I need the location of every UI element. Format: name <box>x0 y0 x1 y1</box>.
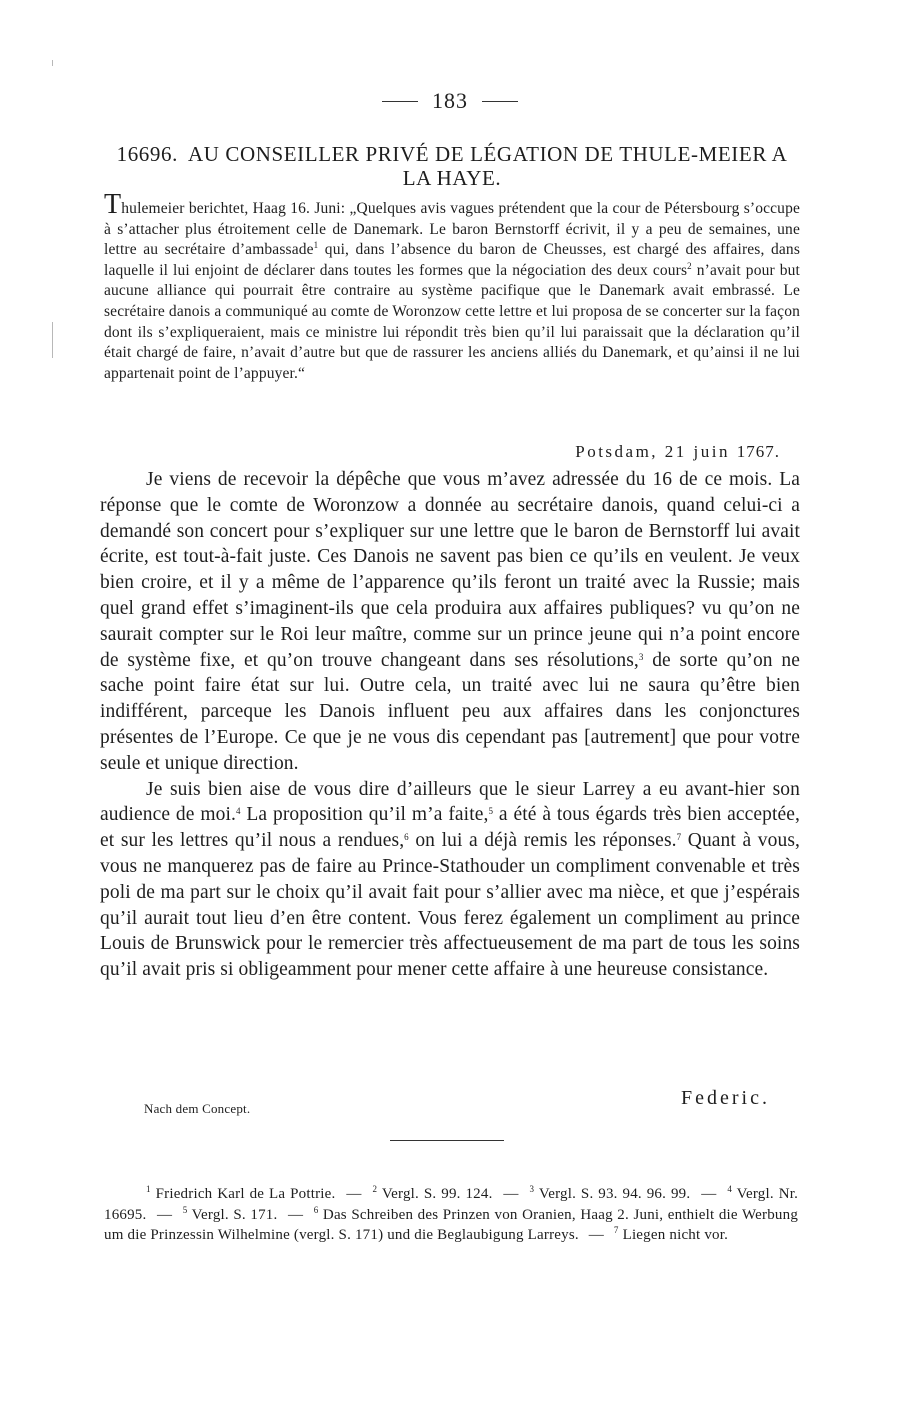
footnote-divider <box>390 1140 504 1141</box>
letter-title <box>104 142 800 190</box>
footnote-text: Vergl. Nr. 16695. <box>104 1186 799 1223</box>
report-summary <box>104 189 800 384</box>
footnote-text: Vergl. S. 171. <box>191 1206 278 1223</box>
footnote-ref: 1 <box>313 240 319 251</box>
header-dash-left <box>382 101 418 102</box>
footnote-ref: 6 <box>404 832 409 843</box>
footnote-text: Das Schreiben des Prinzen von Oranien, Haag 2. Juni, enthielt die Werbung um die Prinzessin Wilhelmine (vergl. S. 171) und die Beglaubigung Larreys. <box>104 1206 799 1243</box>
source-note: Nach dem Concept. <box>144 1101 251 1116</box>
summary-initial: T <box>104 189 122 220</box>
summary-text: hulemeier berichtet, Haag 16. Juni: „Quelques avis vagues prétendent que la cour de Pétersbourg s’occupe à s’attacher plus étroitement celle de Danemark. Le baron Bernstorff écrivit, il y a peu de semaines, une lettre au secrétaire d’ambassade <box>104 200 800 259</box>
letter-body <box>100 467 800 983</box>
letter-number: 16696. <box>116 142 178 166</box>
footnote-text: Vergl. S. 93. 94. 96. 99. <box>538 1186 691 1202</box>
paragraph-text: Je viens de recevoir la dépêche que vous m’avez adressée du 16 de ce mois. La réponse que le comte de Woronzow a donnée au secrétaire danois, quand celui-ci a demandé son concert pour s’expliquer sur une lettre que le baron de Bernstorff lui avait écrite, est tout-à-fait juste. Ces Danois ne savent pas bien ce qu’ils en veulent. Je veux bien croire, et il y a même de l’apparence qu’ils feront un traité avec la Russie; mais quel grand effet s’imaginent-ils que cela produira aux affaires publiques? vu qu’on ne saurait compter sur le Roi leur maître, comme sur un prince jeune qui n’a point encore de système fixe, et qu’on trouve changeant dans ses résolutions, <box>100 469 800 671</box>
paragraph-text: de sorte qu’on ne sache point faire état sur lui. Outre cela, un traité avec lui ne saura qu’être bien indifférent, parceque les Danois influent peu aux affaires dans les conjonctures présentes de l’Europe. Ce que je ne vous dis cependant pas [autrement] que pour votre seule et unique direction. <box>100 649 800 774</box>
footnote-mark: 5 <box>182 1204 188 1215</box>
footnote-text: Vergl. S. 99. 124. <box>381 1186 493 1202</box>
footnote-separator: — <box>346 1186 362 1202</box>
footnote-separator: — <box>701 1186 717 1202</box>
footnote-block <box>104 1184 798 1246</box>
footnote-ref: 3 <box>638 651 644 662</box>
footnote-text: Liegen nicht vor. <box>622 1227 729 1243</box>
dateline-place: Potsdam, <box>575 442 659 461</box>
dateline-date: 21 juin <box>664 442 730 461</box>
footnote-mark: 7 <box>613 1225 619 1235</box>
signature: Federic. <box>681 1087 770 1109</box>
page-number: 183 <box>432 88 468 113</box>
letter-paragraph <box>100 777 800 983</box>
footnote-mark: 4 <box>727 1184 733 1194</box>
footnotes <box>104 1184 798 1246</box>
dateline <box>104 442 780 462</box>
summary-text: qui, dans l’absence du baron de Cheusses, est chargé des affaires, dans laquelle il lui enjoint de déclarer dans toutes les formes que la négociation des deux cours <box>104 241 800 279</box>
footnote-mark: 2 <box>372 1184 378 1194</box>
summary-text: n’avait pour but aucune alliance qui pourrait être contraire au système pacifique que le Danemark avait embrassé. Le secrétaire danois a communiqué au comte de Woronzow cette lettre et lui proposa de se concerter sur la façon dont ils s’expliqueraient, mais ce ministre lui répondit très bien qu’il lui paraissait que la déclaration qu’il était chargé de faire, n’avait d’autre but que de rassurer les anciens alliés du Danemark, et qu’ainsi il ne lui appartenait point de l’appuyer.“ <box>104 261 800 382</box>
footnote-text: Friedrich Karl de La Pottrie. <box>155 1186 336 1202</box>
footnote-mark: 6 <box>313 1204 319 1215</box>
margin-mark <box>52 322 53 358</box>
footnote-ref: 5 <box>488 806 494 817</box>
footnote-separator: — <box>287 1206 304 1223</box>
footnote-separator: — <box>503 1186 519 1202</box>
letter-heading: AU CONSEILLER PRIVÉ DE LÉGATION DE THULE-MEIER A LA HAYE. <box>187 142 788 190</box>
letter-paragraph <box>100 467 800 777</box>
paragraph-text: Quant à vous, vous ne manquerez pas de faire au Prince-Stathouder un compliment convenable et très poli de ma part sur le choix qu’il avait fait pour s’allier avec ma nièce, et que j’espérais qu’il aurait tout lieu d’en être content. Vous ferez également un compliment au prince Louis de Brunswick pour le remercier très affectueusement de ma part de tous les soins qu’il avait pris si obligeamment pour mener cette affaire à une heureuse consistance. <box>100 830 800 981</box>
paragraph-text: Je suis bien aise de vous dire d’ailleurs que le sieur Larrey a eu avant-hier son audience de moi. <box>100 778 800 826</box>
footnote-mark: 1 <box>146 1184 151 1194</box>
margin-mark <box>52 60 53 66</box>
paragraph-text: a été à tous égards très bien acceptée, et sur les lettres qu’il nous a rendues, <box>100 804 800 852</box>
page-header <box>0 86 900 116</box>
footnote-ref: 2 <box>687 260 692 271</box>
footnote-ref: 7 <box>676 832 682 843</box>
dateline-year: 1767. <box>736 442 780 461</box>
paragraph-text: La proposition qu’il m’a faite, <box>240 804 489 826</box>
footnote-mark: 3 <box>529 1184 535 1194</box>
footnote-separator: — <box>156 1206 173 1223</box>
footnote-separator: — <box>588 1227 604 1243</box>
letter-closing <box>100 1087 780 1117</box>
footnote-ref: 4 <box>235 806 241 817</box>
header-dash-right <box>482 101 518 102</box>
paragraph-text: on lui a déjà remis les réponses. <box>408 830 677 852</box>
